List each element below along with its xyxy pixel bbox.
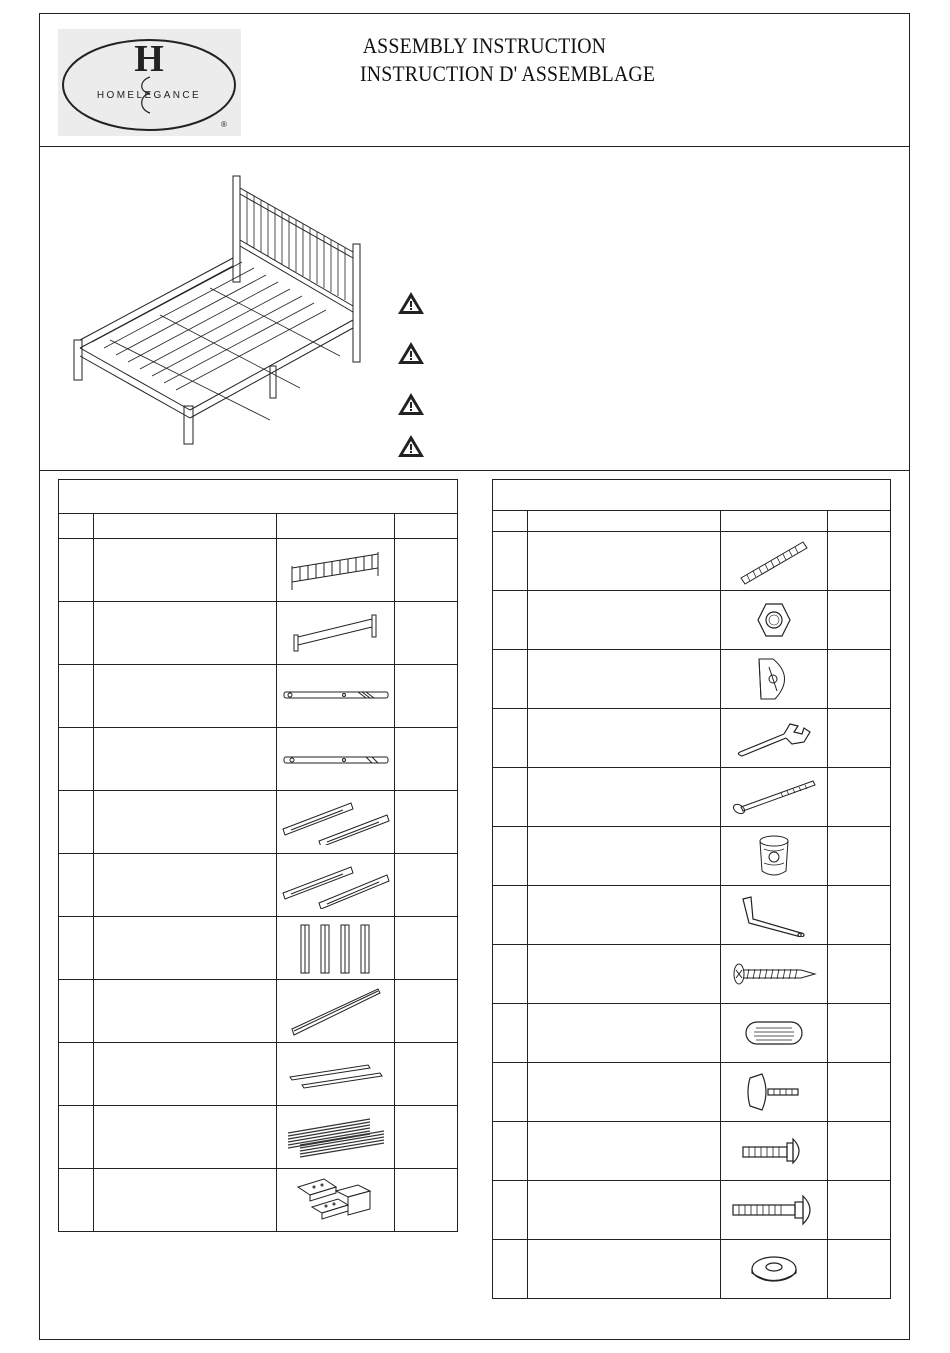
- table-row: [59, 602, 458, 665]
- column-header: [94, 514, 277, 539]
- hardware-description: [528, 709, 721, 768]
- hardware-description: [528, 1063, 721, 1122]
- hardware-number: [493, 1181, 528, 1240]
- hardware-number: [493, 827, 528, 886]
- hardware-quantity: [828, 768, 891, 827]
- part-description: [94, 602, 277, 665]
- part-number: [59, 1169, 94, 1232]
- hardware-description: [528, 1240, 721, 1299]
- header-divider: [39, 146, 910, 147]
- part-number: [59, 1106, 94, 1169]
- part-number: [59, 665, 94, 728]
- hardware-number: [493, 1004, 528, 1063]
- hardware-quantity: [828, 1122, 891, 1181]
- hardware-quantity: [828, 532, 891, 591]
- part-number: [59, 980, 94, 1043]
- title-french: INSTRUCTION D' ASSEMBLAGE: [360, 61, 656, 86]
- oval-cap-icon: [721, 1004, 828, 1063]
- parts-table-caption: [59, 480, 458, 514]
- logo-wordmark: HOMELEGANCE: [96, 90, 202, 101]
- hardware-quantity: [828, 1004, 891, 1063]
- part-quantity: [395, 1169, 458, 1232]
- parts-table: [58, 479, 458, 1232]
- part-description: [94, 1043, 277, 1106]
- slat-strip-icon: [277, 1043, 395, 1106]
- table-row: [59, 728, 458, 791]
- hardware-table: [492, 479, 891, 1299]
- center-rail-pair-icon: [277, 791, 395, 854]
- long-bolt-icon: [721, 768, 828, 827]
- table-row: [59, 1106, 458, 1169]
- hardware-number: [493, 1240, 528, 1299]
- part-quantity: [395, 665, 458, 728]
- table-row: [59, 539, 458, 602]
- footboard-icon: [277, 602, 395, 665]
- side-rail-icon: [277, 665, 395, 728]
- part-description: [94, 539, 277, 602]
- part-number: [59, 602, 94, 665]
- hardware-description: [528, 768, 721, 827]
- hardware-number: [493, 1063, 528, 1122]
- part-quantity: [395, 602, 458, 665]
- warning-triangle-icon: [396, 391, 426, 417]
- column-header: [493, 511, 528, 532]
- table-row: [493, 768, 891, 827]
- hardware-quantity: [828, 1240, 891, 1299]
- warning-triangle-icon: [396, 433, 426, 459]
- allen-key-icon: [721, 886, 828, 945]
- part-description: [94, 854, 277, 917]
- column-header: [59, 514, 94, 539]
- overview-divider: [39, 470, 910, 471]
- hardware-description: [528, 827, 721, 886]
- glide-bolt-icon: [721, 1063, 828, 1122]
- short-bolt-icon: [721, 1122, 828, 1181]
- table-row: [493, 827, 891, 886]
- warning-triangle-icon: [396, 290, 426, 316]
- hardware-quantity: [828, 886, 891, 945]
- table-row: [493, 532, 891, 591]
- washer-icon: [721, 1240, 828, 1299]
- hardware-description: [528, 650, 721, 709]
- hardware-number: [493, 768, 528, 827]
- wood-screw-icon: [721, 945, 828, 1004]
- table-row: [59, 1043, 458, 1106]
- hardware-number: [493, 650, 528, 709]
- part-quantity: [395, 1043, 458, 1106]
- table-row: [59, 980, 458, 1043]
- hardware-quantity: [828, 709, 891, 768]
- hardware-quantity: [828, 1181, 891, 1240]
- part-number: [59, 917, 94, 980]
- hardware-quantity: [828, 945, 891, 1004]
- part-description: [94, 728, 277, 791]
- part-description: [94, 917, 277, 980]
- barrel-nut-icon: [721, 827, 828, 886]
- hardware-description: [528, 945, 721, 1004]
- warning-triangle-icon: [396, 340, 426, 366]
- table-row: [59, 665, 458, 728]
- table-row: [493, 1004, 891, 1063]
- part-quantity: [395, 917, 458, 980]
- part-quantity: [395, 791, 458, 854]
- side-rail-icon: [277, 728, 395, 791]
- hardware-description: [528, 1004, 721, 1063]
- part-number: [59, 854, 94, 917]
- table-row: [59, 854, 458, 917]
- part-number: [59, 1043, 94, 1106]
- part-number: [59, 728, 94, 791]
- threaded-rod-icon: [721, 532, 828, 591]
- hardware-quantity: [828, 1063, 891, 1122]
- hardware-description: [528, 1181, 721, 1240]
- part-description: [94, 980, 277, 1043]
- bracket-blocks-icon: [277, 1169, 395, 1232]
- table-row: [493, 1181, 891, 1240]
- column-header: [395, 514, 458, 539]
- part-quantity: [395, 1106, 458, 1169]
- column-header: [828, 511, 891, 532]
- table-row: [59, 1169, 458, 1232]
- table-row: [493, 1063, 891, 1122]
- support-legs-icon: [277, 917, 395, 980]
- hardware-description: [528, 886, 721, 945]
- logo-initial: H: [134, 38, 164, 80]
- table-row: [493, 591, 891, 650]
- part-number: [59, 539, 94, 602]
- table-row: [493, 1240, 891, 1299]
- hex-nut-icon: [721, 591, 828, 650]
- hardware-table-caption: [493, 480, 891, 511]
- registered-mark: ®: [221, 120, 227, 129]
- hardware-description: [528, 591, 721, 650]
- table-row: [59, 791, 458, 854]
- hardware-number: [493, 945, 528, 1004]
- part-description: [94, 791, 277, 854]
- hardware-number: [493, 886, 528, 945]
- hardware-description: [528, 1122, 721, 1181]
- medium-bolt-icon: [721, 1181, 828, 1240]
- hardware-quantity: [828, 591, 891, 650]
- table-row: [493, 650, 891, 709]
- column-header: [721, 511, 828, 532]
- part-quantity: [395, 854, 458, 917]
- hardware-quantity: [828, 827, 891, 886]
- assembled-bed-illustration: [70, 170, 370, 450]
- table-row: [493, 1122, 891, 1181]
- part-quantity: [395, 539, 458, 602]
- center-rail-pair-icon: [277, 854, 395, 917]
- hardware-description: [528, 532, 721, 591]
- table-row: [59, 917, 458, 980]
- brand-logo: [58, 29, 241, 136]
- part-number: [59, 791, 94, 854]
- document-title: [360, 32, 688, 88]
- part-quantity: [395, 728, 458, 791]
- hardware-number: [493, 591, 528, 650]
- long-board-icon: [277, 980, 395, 1043]
- hardware-number: [493, 1122, 528, 1181]
- part-description: [94, 1169, 277, 1232]
- table-row: [493, 709, 891, 768]
- part-description: [94, 665, 277, 728]
- wedge-block-icon: [721, 650, 828, 709]
- table-row: [493, 945, 891, 1004]
- hardware-number: [493, 709, 528, 768]
- title-english: ASSEMBLY INSTRUCTION: [362, 33, 607, 58]
- column-header: [277, 514, 395, 539]
- headboard-icon: [277, 539, 395, 602]
- column-header: [528, 511, 721, 532]
- part-quantity: [395, 980, 458, 1043]
- table-row: [493, 886, 891, 945]
- hardware-quantity: [828, 650, 891, 709]
- hardware-number: [493, 532, 528, 591]
- wrench-icon: [721, 709, 828, 768]
- part-description: [94, 1106, 277, 1169]
- slat-bundle-icon: [277, 1106, 395, 1169]
